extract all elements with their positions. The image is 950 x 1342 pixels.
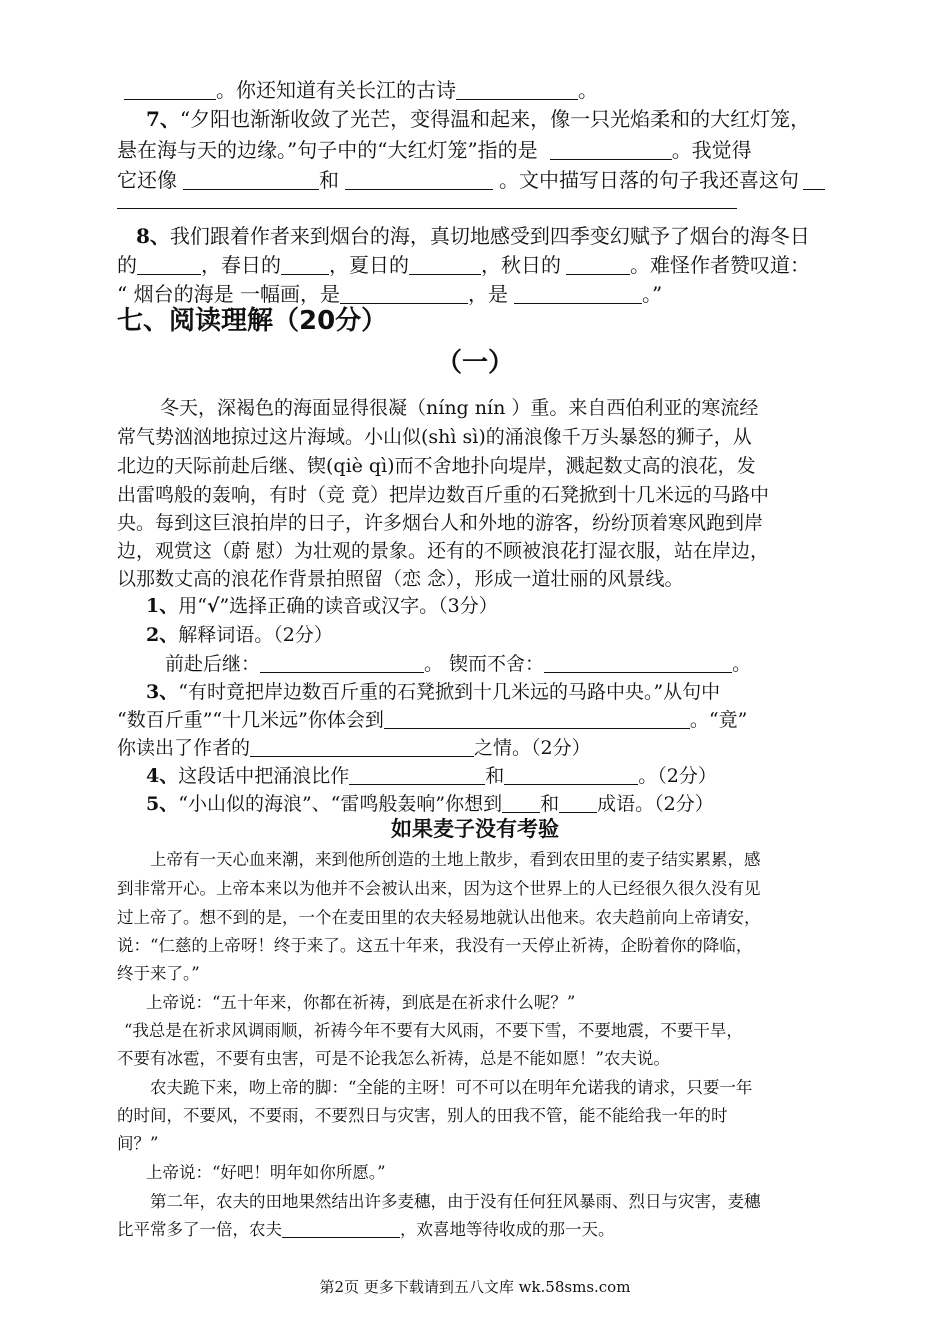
story-last-line: 比平常多了一倍，农夫 ，欢喜地等待收成的那一天。: [117, 1216, 615, 1240]
section-7-heading: 七、阅读理解（20分）: [117, 306, 388, 336]
q8-line-1: 8、我们跟着作者来到烟台的海，真切地感受到四季变幻赋予了烟台的海冬日: [136, 224, 810, 248]
story-line: 间？”: [117, 1134, 159, 1153]
q6-tail-line: 。你还知道有关长江的古诗 。: [124, 74, 598, 103]
question-2: 2、解释词语。（2分）: [146, 624, 333, 646]
q6-blank-1[interactable]: [124, 79, 216, 100]
question-5: 5、“小山似的海浪”、“雷鸣般轰响”你想到 和 成语。（2分）: [146, 793, 714, 815]
section-7-subheading: （一）: [435, 348, 514, 378]
checkmark-icon: √: [206, 595, 220, 617]
story-line: 第二年，农夫的田地果然结出许多麦穗，由于没有任何狂风暴雨、烈日与灾害，麦穗: [150, 1192, 761, 1211]
q5-blank-2[interactable]: [559, 792, 597, 813]
story-line: 过上帝了。想不到的是，一个在麦田里的农夫轻易地就认出他来。农夫趋前向上帝请安，: [117, 908, 761, 927]
story-line: 农夫跪下来，吻上帝的脚：“全能的主呀！可不可以在明年允诺我的请求，只要一年: [150, 1078, 753, 1097]
q7-blank-1[interactable]: [550, 139, 672, 160]
story-line: 上帝说：“好吧！明年如你所愿。”: [146, 1163, 386, 1182]
question-2-terms: 前赴后继： 。 锲而不舍： 。: [165, 653, 752, 675]
q6-blank-2[interactable]: [456, 79, 578, 100]
passage-line: 北边的天际前赴后继、锲(qiè qì)而不舍地扑向堤岸，溅起数丈高的浪花，发: [117, 455, 756, 477]
story-line: 到非常开心。上帝本来以为他并不会被认出来，因为这个世界上的人已经很久很久没有见: [117, 879, 761, 898]
question-1: 1、用“√”选择正确的读音或汉字。（3分）: [146, 595, 498, 617]
q7-line-2: 悬在海与天的边缘。”句子中的“大红灯笼”指的是 。我觉得: [117, 138, 752, 162]
q2-blank-1[interactable]: [260, 652, 424, 673]
q8-blank-1[interactable]: [137, 254, 201, 275]
q7-line-1: 7、“夕阳也渐渐收敛了光芒，变得温和起来，像一只光焰柔和的大红灯笼，: [146, 107, 811, 131]
question-4: 4、这段话中把涌浪比作 和 。（2分）: [146, 765, 717, 787]
passage-line: 边，观赏这（蔚 慰）为壮观的景象。还有的不顾被浪花打湿衣服，站在岸边，: [117, 540, 770, 562]
q8-blank-3[interactable]: [409, 254, 481, 275]
story-line: 说：“仁慈的上帝呀！终于来了。这五十年来，我没有一天停止祈祷，企盼着你的降临，: [117, 936, 753, 955]
question-3-line-2: “数百斤重”“十几米远”你体会到 。“竟”: [117, 709, 748, 731]
story-line: 终于来了。”: [117, 964, 200, 983]
q8-blank-2[interactable]: [281, 254, 329, 275]
q3-blank-1[interactable]: [384, 708, 690, 729]
story-line: 上帝有一天心血来潮，来到他所创造的土地上散步，看到农田里的麦子结实累累，感: [150, 850, 761, 869]
question-3: 3、“有时竟把岸边数百斤重的石凳掀到十几米远的马路中央。”从句中: [146, 681, 721, 703]
question-3-line-3: 你读出了作者的 之情。（2分）: [117, 737, 591, 759]
q2-blank-2[interactable]: [544, 652, 732, 673]
q8-blank-4[interactable]: [566, 254, 630, 275]
q7-blank-3[interactable]: [345, 169, 493, 190]
passage-line: 出雷鸣般的轰响，有时（竞 竟）把岸边数百斤重的石凳掀到十几米远的马路中: [117, 484, 770, 506]
q3-blank-2[interactable]: [250, 736, 474, 757]
story-line: “我总是在祈求风调雨顺，祈祷今年不要有大风雨，不要下雪，不要地震，不要干旱，: [124, 1021, 743, 1040]
q7-blank-2[interactable]: [183, 169, 319, 190]
story-blank[interactable]: [282, 1217, 400, 1238]
story-line: 上帝说：“五十年来，你都在祈祷，到底是在祈求什么呢？”: [146, 993, 576, 1012]
story-line: 的时间，不要风，不要雨，不要烈日与灾害，别人的田我不管，能不能给我一年的时: [117, 1106, 728, 1125]
story-line: 不要有冰雹，不要有虫害，可是不论我怎么祈祷，总是不能如愿！”农夫说。: [117, 1049, 670, 1068]
q5-blank-1[interactable]: [502, 792, 540, 813]
q8-line-3: “ 烟台的海是 一幅画，是 ，是 。”: [117, 282, 663, 306]
q7-blank-4[interactable]: [803, 169, 825, 190]
passage-line: 常气势汹汹地掠过这片海域。小山似(shì sì)的涌浪像千万头暴怒的狮子，从: [117, 426, 752, 448]
q8-blank-6[interactable]: [514, 283, 642, 304]
q7-line-3: 它还像 和 。文中描写日落的句子我还喜这句: [117, 164, 825, 193]
q7-answer-line[interactable]: [117, 208, 737, 209]
q8-line-2: 的 ，春日的 ，夏日的 ，秋日的 。难怪作者赞叹道：: [117, 253, 810, 277]
passage-line: 冬天，深褐色的海面显得很凝（níng nín ）重。来自西伯利亚的寒流经: [160, 397, 759, 419]
passage-line: 以那数丈高的浪花作背景拍照留（恋 念），形成一道壮丽的风景线。: [117, 568, 684, 590]
q4-blank-2[interactable]: [504, 764, 638, 785]
q4-blank-1[interactable]: [349, 764, 485, 785]
page-footer: 第2页 更多下载请到五八文库 wk.58sms.com: [319, 1278, 631, 1296]
story-title: 如果麦子没有考验: [391, 817, 559, 841]
passage-line: 央。每到这巨浪拍岸的日子，许多烟台人和外地的游客，纷纷顶着寒风跑到岸: [117, 512, 764, 534]
